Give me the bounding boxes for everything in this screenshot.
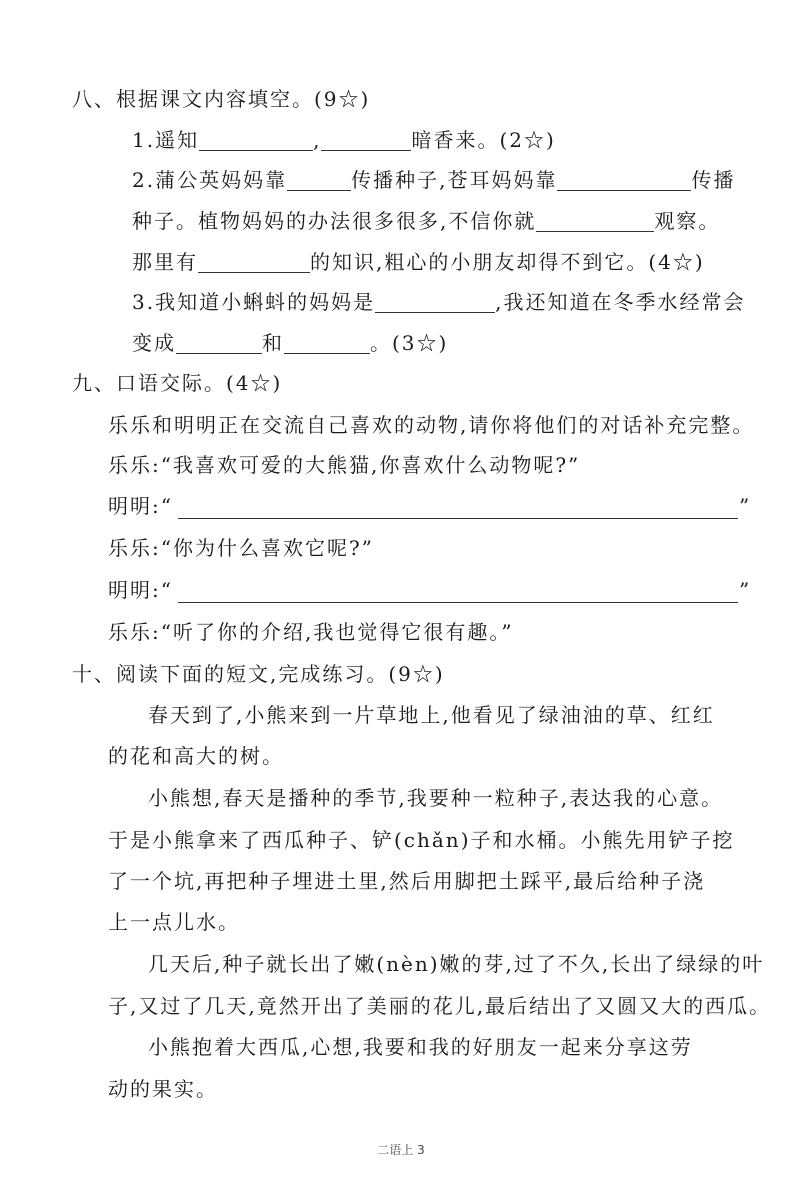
q2-text-1b: 传播种子,苍耳妈妈靠	[351, 168, 558, 192]
q2-line-3	[132, 247, 705, 277]
q2-blank-3[interactable]	[536, 209, 654, 232]
s9-intro: 乐乐和明明正在交流自己喜欢的动物,请你将他们的对话补充完整。	[108, 413, 755, 437]
q2-text-1c: 传播	[691, 168, 736, 192]
section-8-title: 八、根据课文内容填空。(9☆)	[72, 87, 371, 111]
dialogue-mingming-1-label: 明明:“	[108, 494, 173, 518]
dialogue-mingming-2-label: 明明:“	[108, 578, 173, 602]
q3-blank-3[interactable]	[284, 331, 370, 354]
close-quote-2: ”	[739, 578, 752, 602]
passage-p1-line-1: 春天到了,小熊来到一片草地上,他看见了绿油油的草、红红	[148, 703, 715, 727]
q2-blank-4[interactable]	[198, 250, 310, 273]
q2-text-3b: 的知识,粗心的小朋友却得不到它。(4☆)	[310, 250, 705, 274]
dialogue-lele-3: 乐乐:“听了你的介绍,我也觉得它很有趣。”	[108, 620, 514, 644]
q2-text-2a: 种子。植物妈妈的办法很多很多,不信你就	[132, 209, 537, 233]
passage-p2-line-4: 上一点儿水。	[108, 910, 240, 934]
section-9-title: 九、口语交际。(4☆)	[72, 371, 283, 395]
passage-p4-line-1: 小熊抱着大西瓜,心想,我要和我的好朋友一起来分享这劳	[148, 1035, 693, 1059]
q2-text-3a: 那里有	[132, 250, 198, 274]
q3-blank-1[interactable]	[375, 290, 495, 313]
close-quote-1: ”	[739, 494, 752, 518]
q1-blank-1[interactable]	[199, 128, 313, 151]
q3-text-2b: 和	[262, 331, 284, 355]
passage-p2-line-3: 了一个坑,再把种子埋进土里,然后用脚把土踩平,最后给种子浇	[108, 869, 706, 893]
q3-text-2a: 变成	[132, 331, 176, 355]
q2-blank-2[interactable]	[557, 168, 691, 191]
dialogue-lele-2: 乐乐:“你为什么喜欢它呢?”	[108, 536, 374, 560]
q3-line-1	[132, 287, 745, 317]
section-10-title: 十、阅读下面的短文,完成练习。(9☆)	[72, 662, 445, 686]
q2-line-1	[132, 165, 735, 195]
passage-p1-line-2: 的花和高大的树。	[108, 744, 284, 768]
q1-text-c: 暗香来。(2☆)	[411, 128, 556, 152]
passage-p4-line-2: 动的果实。	[108, 1077, 218, 1101]
q1-text-b: ,	[313, 128, 322, 152]
q3-text-1b: ,我还知道在冬季水经常会	[495, 290, 746, 314]
q1-line	[132, 125, 556, 155]
dialogue-lele-1: 乐乐:“我喜欢可爱的大熊猫,你喜欢什么动物呢?”	[108, 453, 581, 477]
q3-text-1a: 3.我知道小蝌蚪的妈妈是	[132, 290, 376, 314]
q2-text-2b: 观察。	[654, 209, 721, 233]
passage-p2-line-1: 小熊想,春天是播种的季节,我要种一粒种子,表达我的心意。	[148, 786, 724, 810]
q3-line-2	[132, 328, 448, 358]
page-footer: 二语上 3	[377, 1143, 425, 1157]
q3-blank-2[interactable]	[176, 331, 262, 354]
passage-p2-line-2: 于是小熊拿来了西瓜种子、铲(chǎn)子和水桶。小熊先用铲子挖	[108, 828, 735, 852]
q2-blank-1[interactable]	[287, 168, 351, 191]
q3-text-2c: 。(3☆)	[370, 331, 449, 355]
answer-line-2[interactable]	[178, 602, 738, 603]
q1-text-a: 1.遥知	[132, 128, 200, 152]
q2-text-1a: 2.蒲公英妈妈靠	[132, 168, 288, 192]
passage-p3-line-1: 几天后,种子就长出了嫩(nèn)嫩的芽,过了不久,长出了绿绿的叶	[148, 952, 765, 976]
passage-p3-line-2: 子,又过了几天,竟然开出了美丽的花儿,最后结出了又圆又大的西瓜。	[108, 994, 772, 1018]
answer-line-1[interactable]	[178, 518, 738, 519]
q2-line-2	[132, 206, 720, 236]
q1-blank-2[interactable]	[321, 128, 411, 151]
